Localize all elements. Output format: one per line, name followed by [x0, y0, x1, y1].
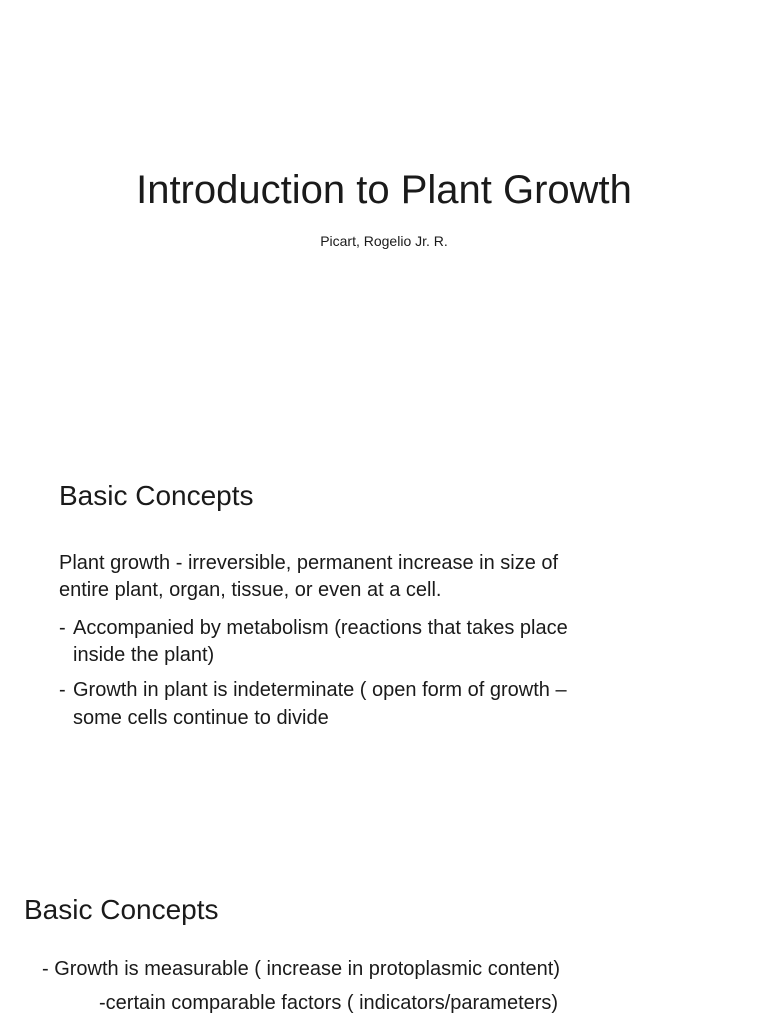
bullet-item-measurable: - Growth is measurable ( increase in protoplasmic content)	[42, 958, 560, 980]
bullet-item-continuation: some cells continue to divide	[73, 707, 329, 729]
basic-concepts-slide-2	[0, 820, 768, 1024]
section-heading: Basic Concepts	[59, 480, 254, 511]
bullet-marker: -	[59, 617, 66, 639]
presentation-title: Introduction to Plant Growth	[136, 168, 632, 212]
basic-concepts-slide-1	[0, 410, 768, 820]
definition-line: entire plant, organ, tissue, or even at a cell.	[59, 579, 442, 601]
bullet-item-factors: -certain comparable factors ( indicators/parameters)	[99, 992, 559, 1014]
author-name: Picart, Rogelio Jr. R.	[320, 233, 448, 249]
bullet-item-indeterminate	[59, 676, 567, 704]
title-slide	[0, 0, 768, 410]
bullet-item-metabolism	[59, 614, 568, 642]
bullet-item-continuation: inside the plant)	[73, 644, 215, 666]
bullet-text: Growth in plant is indeterminate ( open form of growth –	[73, 679, 567, 701]
bullet-marker: -	[59, 679, 66, 701]
bullet-text: Accompanied by metabolism (reactions that takes place	[73, 617, 568, 639]
section-heading: Basic Concepts	[24, 894, 219, 925]
definition-line: Plant growth - irreversible, permanent increase in size of	[59, 552, 559, 574]
